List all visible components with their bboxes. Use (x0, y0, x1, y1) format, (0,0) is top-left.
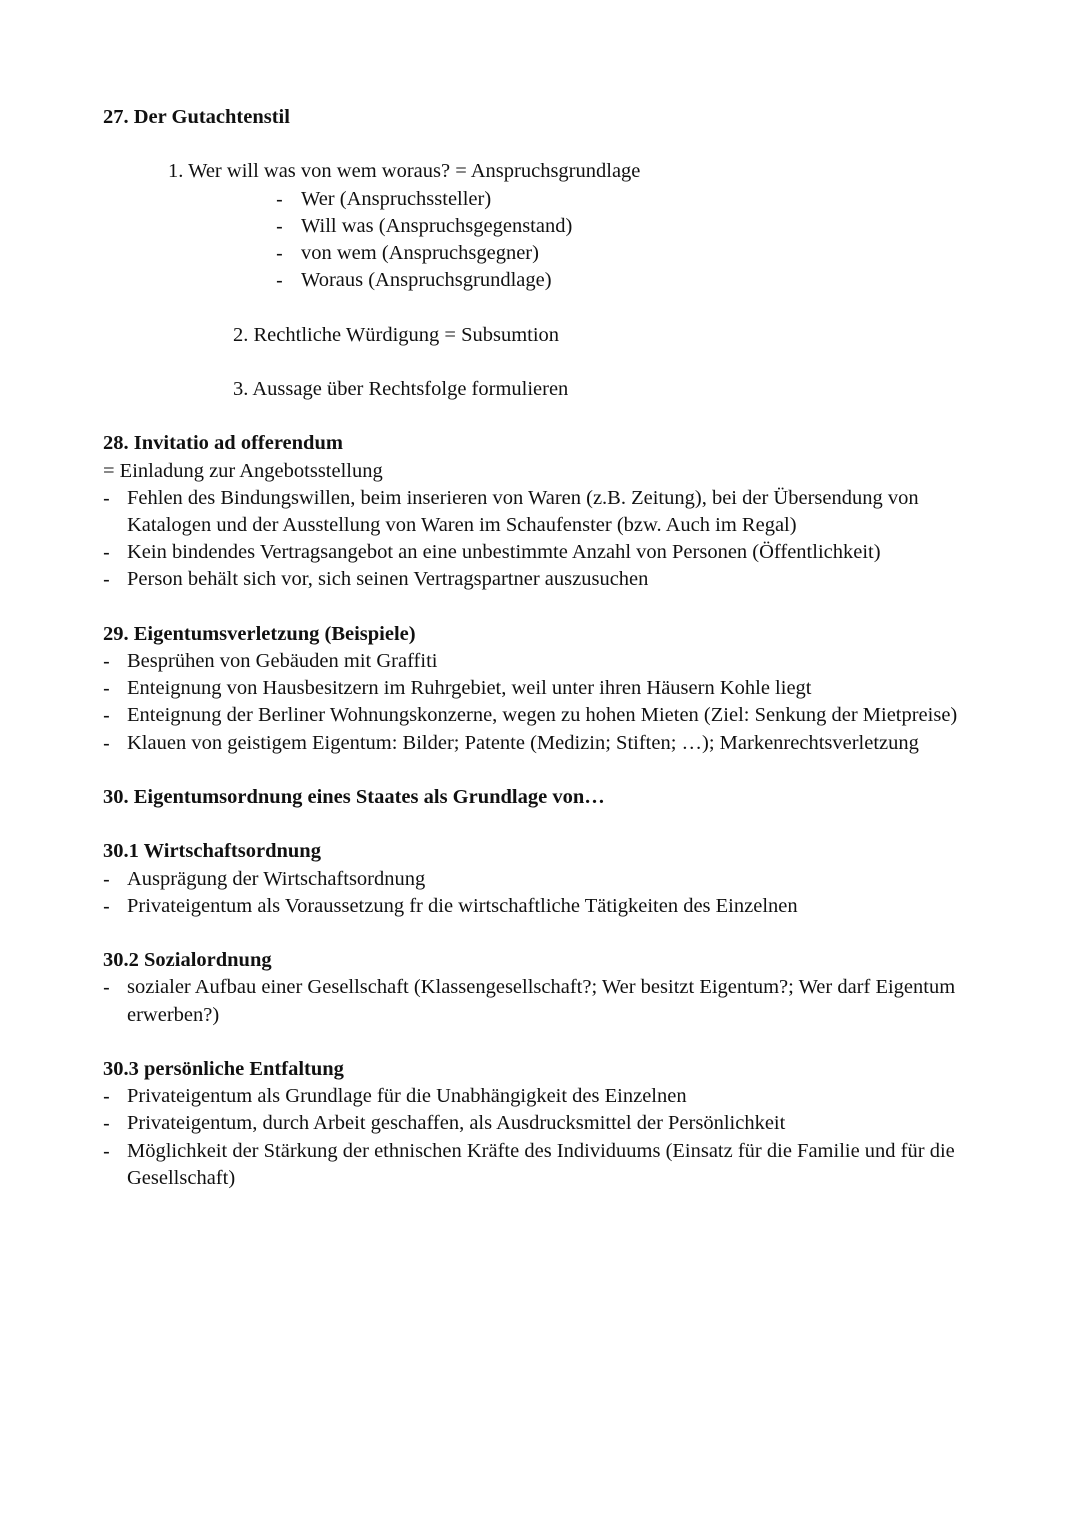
list-item: - Privateigentum, durch Arbeit geschaffen, als Ausdrucksmittel der Persönlichkeit (103, 1110, 983, 1137)
heading-30-3: 30.3 persönliche Entfaltung (103, 1057, 344, 1080)
definition: = Einladung zur Angebotsstellung (103, 459, 383, 482)
list-item: - Enteignung von Hausbesitzern im Ruhrgebiet, weil unter ihren Häusern Kohle liegt (103, 675, 983, 702)
list-item: - Möglichkeit der Stärkung der ethnischen Kräfte des Individuums (Einsatz für die Familie und für die Gesellschaft) (103, 1138, 983, 1192)
list-item: - Ausprägung der Wirtschaftsordnung (103, 866, 983, 893)
list-item: - von wem (Anspruchsgegner) (103, 240, 983, 267)
heading-30: 30. Eigentumsordnung eines Staates als Grundlage von… (103, 785, 605, 808)
list-item: - sozialer Aufbau einer Gesellschaft (Klassengesellschaft?; Wer besitzt Eigentum?; Wer darf Eigentum erwerben?) (103, 974, 983, 1028)
list-item: - Enteignung der Berliner Wohnungskonzerne, wegen zu hohen Mieten (Ziel: Senkung der Mietpreise) (103, 702, 983, 729)
step-1: 1. Wer will was von wem woraus? = Anspruchsgrundlage (168, 160, 641, 183)
list-item: - Privateigentum als Voraussetzung fr die wirtschaftliche Tätigkeiten des Einzelnen (103, 893, 983, 920)
heading-29: 29. Eigentumsverletzung (Beispiele) (103, 622, 416, 645)
heading-30-1: 30.1 Wirtschaftsordnung (103, 840, 321, 863)
list-item: - Wer (Anspruchssteller) (103, 186, 983, 213)
list-item: - Kein bindendes Vertragsangebot an eine unbestimmte Anzahl von Personen (Öffentlichkeit) (103, 539, 983, 566)
heading-28: 28. Invitatio ad offerendum (103, 432, 343, 455)
list-item: - Woraus (Anspruchsgrundlage) (103, 267, 983, 294)
document-page (103, 104, 983, 1192)
step-3: 3. Aussage über Rechtsfolge formulieren (233, 377, 569, 400)
list-item: - Klauen von geistigem Eigentum: Bilder; Patente (Medizin; Stiften; …); Markenrechtsverletzung (103, 730, 983, 757)
heading-30-2: 30.2 Sozialordnung (103, 949, 272, 972)
list-item: - Person behält sich vor, sich seinen Vertragspartner auszusuchen (103, 566, 983, 593)
list-item: - Besprühen von Gebäuden mit Graffiti (103, 648, 983, 675)
list-item: - Will was (Anspruchsgegenstand) (103, 213, 983, 240)
list-item: - Fehlen des Bindungswillen, beim inserieren von Waren (z.B. Zeitung), bei der Übersendung von Katalogen und der Ausstellung von Waren im Schaufenster (bzw. Auch im Regal) (103, 485, 983, 539)
list-item: - Privateigentum als Grundlage für die Unabhängigkeit des Einzelnen (103, 1083, 983, 1110)
heading-27: 27. Der Gutachtenstil (103, 106, 290, 128)
step-2: 2. Rechtliche Würdigung = Subsumtion (233, 323, 560, 346)
